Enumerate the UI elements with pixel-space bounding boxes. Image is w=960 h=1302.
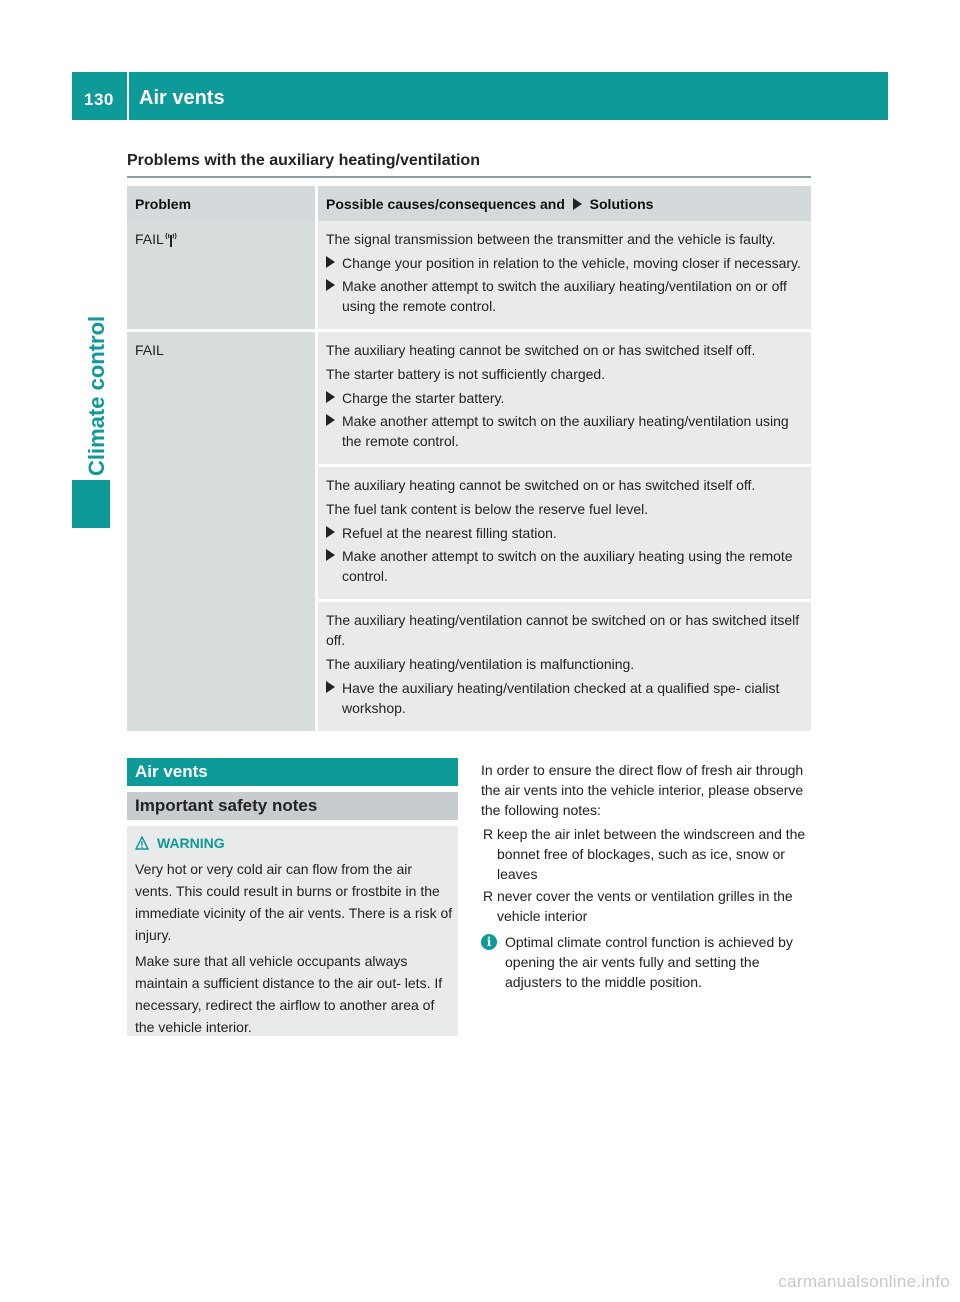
cause-text: The auxiliary heating cannot be switched on or has switched itself off. [326, 477, 756, 493]
arrow-right-icon [326, 678, 335, 698]
cause-text: The auxiliary heating/ventilation cannot be switched on or has switched itself off. [326, 612, 800, 648]
solution-step [326, 523, 803, 543]
column-header-solutions [318, 186, 811, 221]
warning-header [135, 832, 225, 854]
arrow-right-icon [573, 198, 582, 210]
warning-body [135, 858, 453, 1042]
info-text: Optimal climate control function is achieved by opening the air vents fully and setting the adjusters to the middle position. [505, 934, 793, 990]
cause-text: The auxiliary heating cannot be switched on or has switched itself off. [326, 342, 756, 358]
solution-cell [318, 602, 811, 731]
air-vents-notes [481, 760, 812, 992]
warning-label: WARNING [157, 835, 225, 851]
list-item-text: never cover the vents or ventilation grilles in the vehicle interior [497, 888, 793, 924]
page-header [72, 72, 888, 120]
heading-rule [127, 176, 811, 178]
problems-table [127, 186, 811, 731]
problem-label: FAIL [135, 231, 164, 247]
problem-cell [127, 221, 318, 332]
step-text: Have the auxiliary heating/ventilation checked at a qualified spe- cialist workshop. [342, 680, 780, 716]
arrow-right-icon [326, 546, 335, 566]
warning-paragraph: Make sure that all vehicle occupants always maintain a sufficient distance to the air out- lets. If necessary, redirect the airflow to another area of the vehicle interior. [135, 953, 443, 1035]
solution-step [326, 388, 803, 408]
antenna-signal-icon [164, 231, 178, 247]
list-item-text: keep the air inlet between the windscreen and the bonnet free of blockages, such as ice, snow or leaves [497, 826, 806, 882]
solution-cell [318, 332, 811, 467]
solution-step [326, 276, 803, 316]
side-tab-label: Climate control [84, 315, 109, 476]
problem-cell [127, 332, 318, 731]
air-vents-heading: Air vents [135, 762, 208, 781]
warning-triangle-icon [135, 834, 149, 848]
step-text: Make another attempt to switch on the auxiliary heating using the remote control. [342, 548, 793, 584]
step-text: Refuel at the nearest filling station. [342, 525, 557, 541]
list-item [481, 824, 812, 884]
bullet-r-icon: R [483, 826, 494, 842]
list-item [481, 886, 812, 926]
arrow-right-icon [326, 411, 335, 431]
solution-step [326, 411, 803, 451]
air-vents-heading-bar [127, 758, 458, 786]
arrow-right-icon [326, 523, 335, 543]
table-header-row [127, 186, 811, 221]
step-text: Change your position in relation to the vehicle, moving closer if necessary. [342, 255, 801, 271]
solution-cell [318, 467, 811, 602]
side-tab-marker [72, 480, 110, 528]
cause-text: The fuel tank content is below the reserve fuel level. [326, 501, 649, 517]
column-header-solutions-prefix: Possible causes/consequences and [326, 195, 565, 212]
warning-box [127, 826, 458, 1036]
bullet-r-icon: R [483, 888, 494, 904]
page-number: 130 [84, 90, 114, 109]
arrow-right-icon [326, 388, 335, 408]
cause-text: The signal transmission between the transmitter and the vehicle is faulty. [326, 231, 776, 247]
solution-cell [318, 221, 811, 332]
section-heading: Problems with the auxiliary heating/ventilation [127, 152, 480, 169]
column-header-problem: Problem [127, 186, 318, 221]
warning-paragraph: Very hot or very cold air can flow from the air vents. This could result in burns or frostbite in the immediate vicinity of the air vents. There is a risk of injury. [135, 861, 453, 943]
solution-step [326, 253, 803, 273]
table-row [127, 221, 811, 332]
safety-notes-heading-bar [127, 792, 458, 820]
problem-label: FAIL [135, 342, 164, 358]
arrow-right-icon [326, 253, 335, 273]
cause-text: The starter battery is not sufficiently charged. [326, 366, 606, 382]
chapter-title: Air vents [139, 87, 225, 109]
column-header-solutions-suffix: Solutions [589, 195, 654, 212]
arrow-right-icon [326, 276, 335, 296]
solution-step [326, 678, 803, 718]
info-note [481, 932, 812, 992]
solution-step [326, 546, 803, 586]
step-text: Make another attempt to switch the auxiliary heating/ventilation on or off using the remote control. [342, 278, 787, 314]
footer-watermark: carmanualsonline.info [778, 1272, 950, 1291]
cause-text: The auxiliary heating/ventilation is malfunctioning. [326, 656, 635, 672]
intro-paragraph: In order to ensure the direct flow of fresh air through the air vents into the vehicle interior, please observe the following notes: [481, 762, 804, 818]
table-row [127, 332, 811, 467]
step-text: Make another attempt to switch on the auxiliary heating/ventilation using the remote control. [342, 413, 789, 449]
header-divider [127, 72, 129, 120]
info-icon: i [481, 934, 497, 950]
step-text: Charge the starter battery. [342, 390, 505, 406]
safety-notes-heading: Important safety notes [135, 796, 318, 815]
